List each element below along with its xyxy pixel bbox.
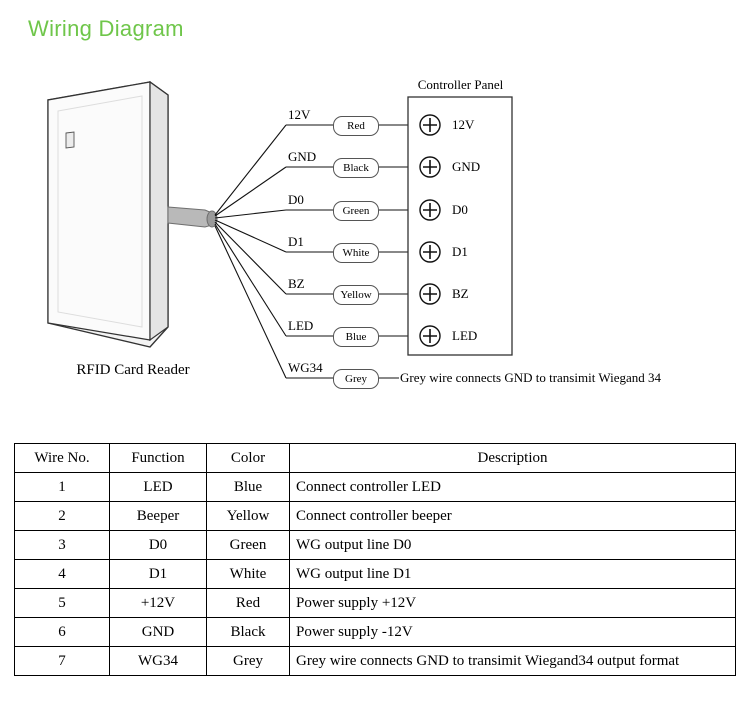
wire-color-red: Red <box>333 116 379 136</box>
wire-name-led: LED <box>288 318 314 333</box>
controller-panel-label: Controller Panel <box>417 77 504 92</box>
table-row <box>15 560 736 589</box>
cell-color: Green <box>207 531 290 560</box>
page-title: Wiring Diagram <box>28 16 184 41</box>
wire-to-panel <box>379 125 408 378</box>
wire-color-green: Green <box>333 201 379 221</box>
rfid-reader-label: RFID Card Reader <box>76 362 190 378</box>
diagram-area <box>0 55 750 435</box>
table-header-row <box>15 444 736 473</box>
cell-function: WG34 <box>110 647 207 676</box>
wire-color-black: Black <box>333 158 379 178</box>
wire-name-gnd: GND <box>288 149 317 164</box>
wire-color-blue: Blue <box>333 327 379 347</box>
cell-color: Red <box>207 589 290 618</box>
wire-table <box>14 443 736 676</box>
table-row <box>15 473 736 502</box>
cell-function: LED <box>110 473 207 502</box>
header-color: Color <box>207 444 290 473</box>
terminal-label-bz: BZ <box>452 286 469 301</box>
cell-color: Grey <box>207 647 290 676</box>
cell-wire-no: 2 <box>15 502 110 531</box>
wire-name-d0: D0 <box>288 192 304 207</box>
wire-name-bz: BZ <box>288 276 305 291</box>
cell-description: Connect controller beeper <box>290 502 736 531</box>
cell-color: White <box>207 560 290 589</box>
wire-name-wg34: WG34 <box>288 360 323 375</box>
header-function: Function <box>110 444 207 473</box>
cable-graphic <box>168 207 217 227</box>
cell-wire-no: 7 <box>15 647 110 676</box>
cell-description: Power supply +12V <box>290 589 736 618</box>
table-row <box>15 647 736 676</box>
cell-wire-no: 5 <box>15 589 110 618</box>
cell-function: D1 <box>110 560 207 589</box>
cell-function: +12V <box>110 589 207 618</box>
cell-description: Grey wire connects GND to transimit Wiegand34 output format <box>290 647 736 676</box>
table-row <box>15 531 736 560</box>
controller-panel-graphic <box>408 97 512 355</box>
cell-color: Black <box>207 618 290 647</box>
terminal-label-d1: D1 <box>452 244 468 259</box>
cell-description: WG output line D1 <box>290 560 736 589</box>
rfid-reader-graphic <box>48 82 168 347</box>
cell-description: WG output line D0 <box>290 531 736 560</box>
cell-description: Connect controller LED <box>290 473 736 502</box>
cell-function: D0 <box>110 531 207 560</box>
cell-color: Yellow <box>207 502 290 531</box>
table-row <box>15 502 736 531</box>
cell-wire-no: 1 <box>15 473 110 502</box>
wire-color-yellow: Yellow <box>333 285 379 305</box>
wire-fanout <box>215 125 286 378</box>
header-wire-no: Wire No. <box>15 444 110 473</box>
cell-wire-no: 6 <box>15 618 110 647</box>
wire-name-d1: D1 <box>288 234 304 249</box>
terminal-label-12v: 12V <box>452 117 475 132</box>
wg34-note: Grey wire connects GND to transimit Wiegand 34 <box>400 370 661 385</box>
terminal-label-led: LED <box>452 328 478 343</box>
cell-description: Power supply -12V <box>290 618 736 647</box>
cell-wire-no: 4 <box>15 560 110 589</box>
cell-function: Beeper <box>110 502 207 531</box>
header-description: Description <box>290 444 736 473</box>
terminal-label-gnd: GND <box>452 159 481 174</box>
table-row <box>15 618 736 647</box>
table-row <box>15 589 736 618</box>
wire-color-grey: Grey <box>333 369 379 389</box>
cell-color: Blue <box>207 473 290 502</box>
wire-color-white: White <box>333 243 379 263</box>
terminal-label-d0: D0 <box>452 202 468 217</box>
cell-wire-no: 3 <box>15 531 110 560</box>
wire-name-12v: 12V <box>288 107 311 122</box>
cell-function: GND <box>110 618 207 647</box>
